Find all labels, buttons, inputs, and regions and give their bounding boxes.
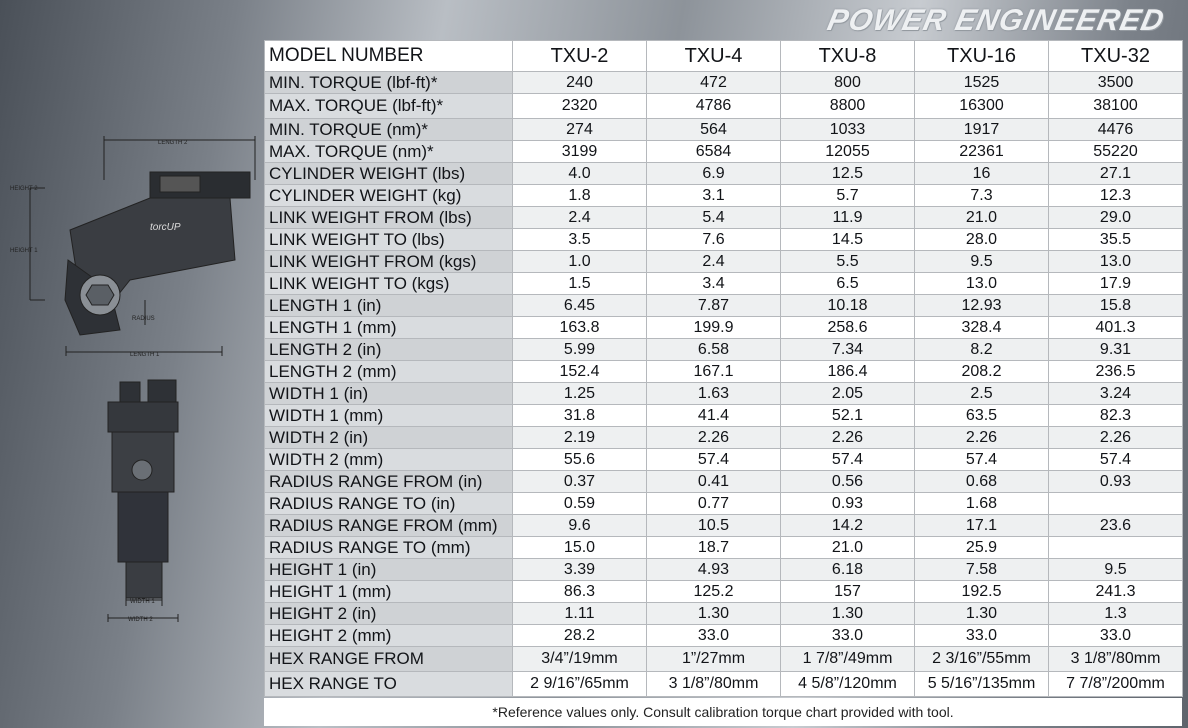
table-cell: 57.4 — [781, 449, 915, 471]
table-cell: 1 7/8”/49mm — [781, 647, 915, 672]
table-cell: 3 1/8”/80mm — [1049, 647, 1183, 672]
table-cell: 6.58 — [647, 339, 781, 361]
table-cell: 6.9 — [647, 163, 781, 185]
table-cell: 241.3 — [1049, 581, 1183, 603]
row-label: HEX RANGE FROM — [265, 647, 513, 672]
table-cell: 7.6 — [647, 229, 781, 251]
table-row — [265, 229, 1183, 251]
table-cell: 33.0 — [647, 625, 781, 647]
table-cell: 23.6 — [1049, 515, 1183, 537]
table-cell: 240 — [513, 72, 647, 94]
table-cell: 9.5 — [1049, 559, 1183, 581]
table-row — [265, 647, 1183, 672]
front-view-drawing — [108, 380, 178, 623]
table-cell: 28.0 — [915, 229, 1049, 251]
table-cell: 5.5 — [781, 251, 915, 273]
table-cell: 25.9 — [915, 537, 1049, 559]
table-row — [265, 383, 1183, 405]
table-cell: 125.2 — [647, 581, 781, 603]
table-cell: 16300 — [915, 94, 1049, 119]
table-cell: 0.93 — [781, 493, 915, 515]
header-txu-32: TXU-32 — [1049, 41, 1183, 72]
table-cell: 2 9/16”/65mm — [513, 672, 647, 697]
row-label: HEIGHT 1 (in) — [265, 559, 513, 581]
table-cell: 0.68 — [915, 471, 1049, 493]
table-cell: 16 — [915, 163, 1049, 185]
row-label: LINK WEIGHT FROM (lbs) — [265, 207, 513, 229]
table-cell: 6.5 — [781, 273, 915, 295]
table-cell: 7.87 — [647, 295, 781, 317]
table-cell: 199.9 — [647, 317, 781, 339]
table-cell: 86.3 — [513, 581, 647, 603]
table-cell: 13.0 — [1049, 251, 1183, 273]
table-cell: 3.24 — [1049, 383, 1183, 405]
table-cell: 401.3 — [1049, 317, 1183, 339]
row-label: RADIUS RANGE TO (mm) — [265, 537, 513, 559]
header-txu-8: TXU-8 — [781, 41, 915, 72]
row-label: HEIGHT 1 (mm) — [265, 581, 513, 603]
table-cell: 1.5 — [513, 273, 647, 295]
table-cell: 33.0 — [915, 625, 1049, 647]
table-cell: 1.3 — [1049, 603, 1183, 625]
table-cell: 7 7/8”/200mm — [1049, 672, 1183, 697]
row-label: RADIUS RANGE FROM (in) — [265, 471, 513, 493]
table-cell: 35.5 — [1049, 229, 1183, 251]
row-label: RADIUS RANGE TO (in) — [265, 493, 513, 515]
table-cell: 2 3/16”/55mm — [915, 647, 1049, 672]
table-row — [265, 251, 1183, 273]
table-row — [265, 515, 1183, 537]
table-cell: 3.5 — [513, 229, 647, 251]
table-cell: 6.18 — [781, 559, 915, 581]
table-cell: 7.34 — [781, 339, 915, 361]
footnote: *Reference values only. Consult calibration torque chart provided with tool. — [264, 698, 1182, 726]
table-cell: 21.0 — [781, 537, 915, 559]
table-cell: 1525 — [915, 72, 1049, 94]
tool-dimension-drawing — [0, 120, 260, 640]
table-cell: 55.6 — [513, 449, 647, 471]
table-row — [265, 141, 1183, 163]
table-cell: 2.26 — [647, 427, 781, 449]
table-cell: 2.5 — [915, 383, 1049, 405]
length1-label: LENGTH 1 — [130, 352, 160, 358]
table-cell: 63.5 — [915, 405, 1049, 427]
table-cell: 152.4 — [513, 361, 647, 383]
table-cell: 5 5/16”/135mm — [915, 672, 1049, 697]
table-row — [265, 559, 1183, 581]
table-row — [265, 427, 1183, 449]
header-model-number: MODEL NUMBER — [265, 41, 513, 72]
table-cell: 2.19 — [513, 427, 647, 449]
table-cell: 28.2 — [513, 625, 647, 647]
table-row — [265, 119, 1183, 141]
row-label: CYLINDER WEIGHT (kg) — [265, 185, 513, 207]
table-cell: 2.4 — [513, 207, 647, 229]
table-row — [265, 72, 1183, 94]
row-label: LENGTH 2 (mm) — [265, 361, 513, 383]
table-cell: 1033 — [781, 119, 915, 141]
table-cell: 82.3 — [1049, 405, 1183, 427]
row-label: WIDTH 1 (in) — [265, 383, 513, 405]
table-cell: 12055 — [781, 141, 915, 163]
table-row — [265, 339, 1183, 361]
table-cell: 2320 — [513, 94, 647, 119]
table-row — [265, 625, 1183, 647]
table-cell: 472 — [647, 72, 781, 94]
table-cell: 1.8 — [513, 185, 647, 207]
table-cell: 1917 — [915, 119, 1049, 141]
row-label: WIDTH 2 (mm) — [265, 449, 513, 471]
table-cell: 12.93 — [915, 295, 1049, 317]
table-cell: 3/4”/19mm — [513, 647, 647, 672]
table-cell: 14.2 — [781, 515, 915, 537]
table-cell: 2.05 — [781, 383, 915, 405]
brand-title: POWER ENGINEERED — [824, 4, 1168, 37]
table-cell: 3 1/8”/80mm — [647, 672, 781, 697]
table-cell: 5.99 — [513, 339, 647, 361]
side-view-drawing — [10, 136, 255, 358]
table-cell: 2.26 — [915, 427, 1049, 449]
table-row — [265, 537, 1183, 559]
table-cell: 3.1 — [647, 185, 781, 207]
row-label: CYLINDER WEIGHT (lbs) — [265, 163, 513, 185]
row-label: HEIGHT 2 (in) — [265, 603, 513, 625]
table-row — [265, 672, 1183, 697]
table-cell: 4.93 — [647, 559, 781, 581]
table-cell: 1.30 — [915, 603, 1049, 625]
table-cell: 157 — [781, 581, 915, 603]
table-row — [265, 185, 1183, 207]
table-row — [265, 273, 1183, 295]
table-cell: 3199 — [513, 141, 647, 163]
table-cell: 167.1 — [647, 361, 781, 383]
table-cell: 33.0 — [781, 625, 915, 647]
table-cell: 564 — [647, 119, 781, 141]
table-cell: 3.4 — [647, 273, 781, 295]
table-cell: 0.37 — [513, 471, 647, 493]
table-cell: 163.8 — [513, 317, 647, 339]
table-cell: 41.4 — [647, 405, 781, 427]
table-cell: 328.4 — [915, 317, 1049, 339]
table-cell: 22361 — [915, 141, 1049, 163]
table-row — [265, 405, 1183, 427]
table-cell: 1.25 — [513, 383, 647, 405]
table-cell: 6.45 — [513, 295, 647, 317]
table-cell: 186.4 — [781, 361, 915, 383]
torcup-logo: torcUP — [150, 222, 181, 233]
table-cell: 17.1 — [915, 515, 1049, 537]
table-cell: 9.31 — [1049, 339, 1183, 361]
row-label: LENGTH 2 (in) — [265, 339, 513, 361]
table-cell: 55220 — [1049, 141, 1183, 163]
table-cell: 208.2 — [915, 361, 1049, 383]
table-cell: 57.4 — [915, 449, 1049, 471]
table-cell: 1.11 — [513, 603, 647, 625]
table-cell: 14.5 — [781, 229, 915, 251]
table-cell: 57.4 — [647, 449, 781, 471]
table-cell: 0.77 — [647, 493, 781, 515]
table-cell: 18.7 — [647, 537, 781, 559]
row-label: LENGTH 1 (in) — [265, 295, 513, 317]
table-cell: 3.39 — [513, 559, 647, 581]
table-row — [265, 471, 1183, 493]
table-row — [265, 163, 1183, 185]
table-cell — [1049, 537, 1183, 559]
table-cell: 0.59 — [513, 493, 647, 515]
table-cell: 4 5/8”/120mm — [781, 672, 915, 697]
table-cell: 4786 — [647, 94, 781, 119]
table-cell: 33.0 — [1049, 625, 1183, 647]
row-label: MIN. TORQUE (nm)* — [265, 119, 513, 141]
table-row — [265, 94, 1183, 119]
table-cell: 7.58 — [915, 559, 1049, 581]
table-cell: 8800 — [781, 94, 915, 119]
table-cell: 2.26 — [781, 427, 915, 449]
table-cell: 52.1 — [781, 405, 915, 427]
table-cell: 57.4 — [1049, 449, 1183, 471]
table-header-row — [265, 41, 1183, 72]
table-row — [265, 317, 1183, 339]
table-cell: 1.30 — [647, 603, 781, 625]
table-cell: 6584 — [647, 141, 781, 163]
height2-label: HEIGHT 2 — [10, 186, 38, 192]
row-label: WIDTH 1 (mm) — [265, 405, 513, 427]
row-label: RADIUS RANGE FROM (mm) — [265, 515, 513, 537]
table-cell: 15.0 — [513, 537, 647, 559]
row-label: MIN. TORQUE (lbf-ft)* — [265, 72, 513, 94]
table-cell: 10.5 — [647, 515, 781, 537]
table-cell: 15.8 — [1049, 295, 1183, 317]
table-cell: 9.6 — [513, 515, 647, 537]
table-cell: 3500 — [1049, 72, 1183, 94]
table-cell: 13.0 — [915, 273, 1049, 295]
table-cell: 5.4 — [647, 207, 781, 229]
table-row — [265, 603, 1183, 625]
width1-label: WIDTH 1 — [130, 599, 155, 605]
header-txu-16: TXU-16 — [915, 41, 1049, 72]
table-cell: 1.30 — [781, 603, 915, 625]
table-cell: 8.2 — [915, 339, 1049, 361]
table-cell: 800 — [781, 72, 915, 94]
table-cell: 192.5 — [915, 581, 1049, 603]
length2-label: LENGTH 2 — [158, 140, 188, 146]
table-cell: 27.1 — [1049, 163, 1183, 185]
table-cell: 2.4 — [647, 251, 781, 273]
table-row — [265, 581, 1183, 603]
table-cell: 12.5 — [781, 163, 915, 185]
table-cell: 11.9 — [781, 207, 915, 229]
table-cell: 1.63 — [647, 383, 781, 405]
table-cell: 38100 — [1049, 94, 1183, 119]
height1-label: HEIGHT 1 — [10, 248, 38, 254]
table-cell: 5.7 — [781, 185, 915, 207]
table-row — [265, 449, 1183, 471]
table-cell: 0.93 — [1049, 471, 1183, 493]
specifications-table — [264, 40, 1183, 697]
row-label: WIDTH 2 (in) — [265, 427, 513, 449]
table-cell: 1.68 — [915, 493, 1049, 515]
table-cell: 9.5 — [915, 251, 1049, 273]
table-cell: 17.9 — [1049, 273, 1183, 295]
table-cell — [1049, 493, 1183, 515]
row-label: HEIGHT 2 (mm) — [265, 625, 513, 647]
table-cell: 236.5 — [1049, 361, 1183, 383]
table-cell: 0.56 — [781, 471, 915, 493]
table-cell: 4476 — [1049, 119, 1183, 141]
table-cell: 12.3 — [1049, 185, 1183, 207]
table-row — [265, 361, 1183, 383]
header-txu-2: TXU-2 — [513, 41, 647, 72]
table-cell: 31.8 — [513, 405, 647, 427]
width2-label: WIDTH 2 — [128, 617, 153, 623]
table-cell: 10.18 — [781, 295, 915, 317]
row-label: HEX RANGE TO — [265, 672, 513, 697]
table-cell: 1.0 — [513, 251, 647, 273]
table-cell: 258.6 — [781, 317, 915, 339]
table-cell: 7.3 — [915, 185, 1049, 207]
table-cell: 4.0 — [513, 163, 647, 185]
table-row — [265, 493, 1183, 515]
table-cell: 0.41 — [647, 471, 781, 493]
table-row — [265, 207, 1183, 229]
table-cell: 1”/27mm — [647, 647, 781, 672]
header-txu-4: TXU-4 — [647, 41, 781, 72]
table-cell: 21.0 — [915, 207, 1049, 229]
radius-label: RADIUS — [132, 316, 155, 322]
row-label: MAX. TORQUE (lbf-ft)* — [265, 94, 513, 119]
row-label: LINK WEIGHT TO (kgs) — [265, 273, 513, 295]
row-label: MAX. TORQUE (nm)* — [265, 141, 513, 163]
table-row — [265, 295, 1183, 317]
table-cell: 29.0 — [1049, 207, 1183, 229]
table-cell: 274 — [513, 119, 647, 141]
row-label: LINK WEIGHT FROM (kgs) — [265, 251, 513, 273]
table-cell: 2.26 — [1049, 427, 1183, 449]
row-label: LENGTH 1 (mm) — [265, 317, 513, 339]
row-label: LINK WEIGHT TO (lbs) — [265, 229, 513, 251]
